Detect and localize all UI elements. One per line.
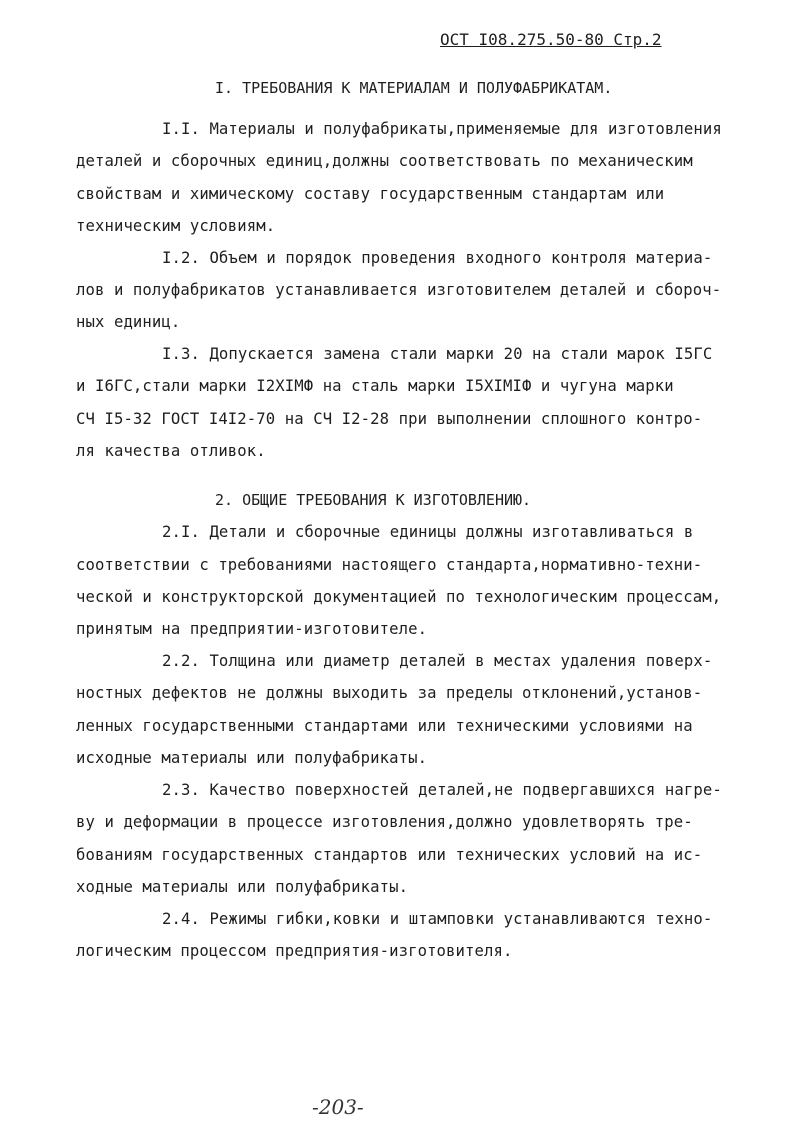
paragraph-2-2-line-1: 2.2. Толщина или диаметр деталей в местах удаления поверх-	[162, 652, 713, 670]
paragraph-2-1-line-3: ческой и конструкторской документацией по технологическим процессам,	[76, 588, 722, 606]
paragraph-1-2-line-1: I.2. Объем и порядок проведения входного контроля материа-	[162, 249, 713, 267]
paragraph-2-3-line-4: ходные материалы или полуфабрикаты.	[76, 878, 409, 896]
paragraph-1-3-line-1: I.3. Допускается замена стали марки 20 на стали марок I5ГС	[162, 345, 713, 363]
paragraph-2-2-line-2: ностных дефектов не должны выходить за пределы отклонений,установ-	[76, 684, 703, 702]
paragraph-2-1-line-1: 2.I. Детали и сборочные единицы должны изготавливаться в	[162, 523, 694, 541]
paragraph-1-1-line-4: техническим условиям.	[76, 217, 276, 235]
paragraph-1-3-line-4: ля качества отливок.	[76, 442, 266, 460]
paragraph-2-1-line-4: принятым на предприятии-изготовителе.	[76, 620, 428, 638]
paragraph-2-1-line-2: соответствии с требованиями настоящего стандарта,нормативно-техни-	[76, 556, 703, 574]
paragraph-2-4-line-2: логическим процессом предприятия-изготовителя.	[76, 942, 513, 960]
paragraph-2-3-line-1: 2.3. Качество поверхностей деталей,не подвергавшихся нагре-	[162, 781, 722, 799]
paragraph-2-3-line-2: ву и деформации в процессе изготовления,должно удовлетворять тре-	[76, 813, 693, 831]
paragraph-1-3-line-3: СЧ I5-32 ГОСТ I4I2-70 на СЧ I2-28 при выполнении сплошного контро-	[76, 410, 703, 428]
paragraph-1-2-line-2: лов и полуфабрикатов устанавливается изготовителем деталей и сбороч-	[76, 281, 722, 299]
section-2-heading: 2. ОБЩИЕ ТРЕБОВАНИЯ К ИЗГОТОВЛЕНИЮ.	[215, 491, 532, 509]
paragraph-1-1-line-1: I.I. Материалы и полуфабрикаты,применяемые для изготовления	[162, 120, 722, 138]
paragraph-1-2-line-3: ных единиц.	[76, 313, 181, 331]
paragraph-2-2-line-3: ленных государственными стандартами или техническими условиями на	[76, 717, 693, 735]
paragraph-2-3-line-3: бованиям государственных стандартов или технических условий на ис-	[76, 846, 703, 864]
paragraph-1-1-line-3: свойствам и химическому составу государственным стандартам или	[76, 185, 665, 203]
paragraph-2-2-line-4: исходные материалы или полуфабрикаты.	[76, 749, 428, 767]
section-1-heading: I. ТРЕБОВАНИЯ К МАТЕРИАЛАМ И ПОЛУФАБРИКАТАМ.	[215, 79, 613, 97]
document-reference: ОСТ I08.275.50-80 Стр.2	[440, 30, 662, 49]
page-number: -203-	[312, 1095, 364, 1119]
paragraph-2-4-line-1: 2.4. Режимы гибки,ковки и штамповки устанавливаются техно-	[162, 910, 713, 928]
paragraph-1-1-line-2: деталей и сборочных единиц,должны соответствовать по механическим	[76, 152, 693, 170]
paragraph-1-3-line-2: и I6ГС,стали марки I2XIМФ на сталь марки I5XIМIФ и чугуна марки	[76, 377, 674, 395]
